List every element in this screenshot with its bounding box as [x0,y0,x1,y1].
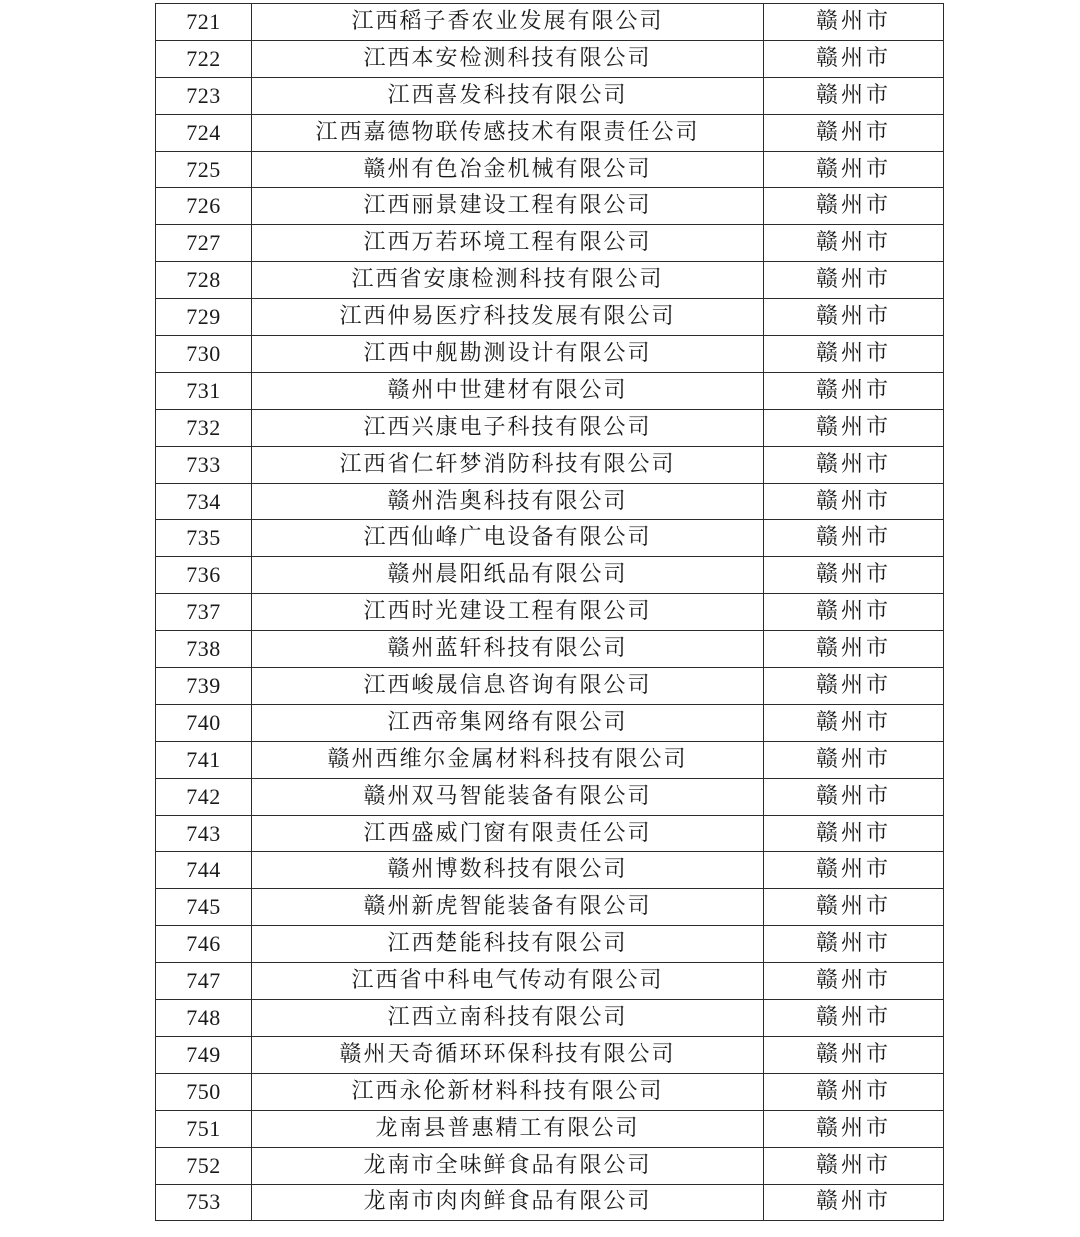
company-name-cell: 江西时光建设工程有限公司 [252,594,764,631]
city-cell: 赣州市 [764,40,944,77]
table-row [156,1036,944,1073]
row-number-cell: 749 [156,1036,252,1073]
row-number-cell: 721 [156,4,252,41]
city-cell: 赣州市 [764,1147,944,1184]
row-number-cell: 753 [156,1184,252,1221]
row-number-cell: 731 [156,372,252,409]
city-cell: 赣州市 [764,631,944,668]
table-row [156,668,944,705]
table-row [156,963,944,1000]
company-name-cell: 龙南市全味鲜食品有限公司 [252,1147,764,1184]
row-number-cell: 725 [156,151,252,188]
table-row [156,446,944,483]
table-row [156,77,944,114]
table-row [156,188,944,225]
row-number-cell: 729 [156,299,252,336]
table-row [156,557,944,594]
table-row [156,1000,944,1037]
table-row [156,4,944,41]
city-cell: 赣州市 [764,852,944,889]
row-number-cell: 746 [156,926,252,963]
row-number-cell: 743 [156,815,252,852]
company-name-cell: 江西楚能科技有限公司 [252,926,764,963]
table-row [156,778,944,815]
city-cell: 赣州市 [764,1184,944,1221]
company-name-cell: 赣州新虎智能装备有限公司 [252,889,764,926]
company-name-cell: 赣州有色冶金机械有限公司 [252,151,764,188]
table-row [156,741,944,778]
row-number-cell: 723 [156,77,252,114]
company-name-cell: 江西中舰勘测设计有限公司 [252,336,764,373]
company-name-cell: 江西兴康电子科技有限公司 [252,409,764,446]
table-row [156,520,944,557]
city-cell: 赣州市 [764,704,944,741]
company-table-body [156,4,944,1221]
row-number-cell: 751 [156,1110,252,1147]
city-cell: 赣州市 [764,557,944,594]
table-row [156,299,944,336]
city-cell: 赣州市 [764,409,944,446]
city-cell: 赣州市 [764,262,944,299]
table-row [156,1147,944,1184]
table-row [156,1073,944,1110]
document-page [155,3,943,1221]
table-row [156,483,944,520]
company-name-cell: 龙南县普惠精工有限公司 [252,1110,764,1147]
city-cell: 赣州市 [764,151,944,188]
row-number-cell: 726 [156,188,252,225]
city-cell: 赣州市 [764,446,944,483]
company-name-cell: 江西丽景建设工程有限公司 [252,188,764,225]
row-number-cell: 742 [156,778,252,815]
city-cell: 赣州市 [764,372,944,409]
company-name-cell: 江西万若环境工程有限公司 [252,225,764,262]
table-row [156,1110,944,1147]
city-cell: 赣州市 [764,926,944,963]
company-name-cell: 赣州中世建材有限公司 [252,372,764,409]
city-cell: 赣州市 [764,668,944,705]
company-name-cell: 赣州双马智能装备有限公司 [252,778,764,815]
row-number-cell: 734 [156,483,252,520]
row-number-cell: 745 [156,889,252,926]
company-name-cell: 赣州浩奥科技有限公司 [252,483,764,520]
city-cell: 赣州市 [764,778,944,815]
city-cell: 赣州市 [764,1110,944,1147]
row-number-cell: 747 [156,963,252,1000]
table-row [156,225,944,262]
table-row [156,262,944,299]
company-name-cell: 江西喜发科技有限公司 [252,77,764,114]
company-table [155,3,944,1221]
company-name-cell: 赣州西维尔金属材料科技有限公司 [252,741,764,778]
table-row [156,704,944,741]
table-row [156,114,944,151]
city-cell: 赣州市 [764,520,944,557]
row-number-cell: 737 [156,594,252,631]
city-cell: 赣州市 [764,188,944,225]
company-name-cell: 江西本安检测科技有限公司 [252,40,764,77]
company-name-cell: 江西峻晟信息咨询有限公司 [252,668,764,705]
company-name-cell: 江西稻子香农业发展有限公司 [252,4,764,41]
table-row [156,372,944,409]
company-name-cell: 赣州博数科技有限公司 [252,852,764,889]
company-name-cell: 江西仲易医疗科技发展有限公司 [252,299,764,336]
row-number-cell: 733 [156,446,252,483]
company-name-cell: 江西永伦新材料科技有限公司 [252,1073,764,1110]
row-number-cell: 744 [156,852,252,889]
row-number-cell: 728 [156,262,252,299]
city-cell: 赣州市 [764,741,944,778]
table-row [156,594,944,631]
row-number-cell: 730 [156,336,252,373]
table-row [156,40,944,77]
company-name-cell: 赣州天奇循环环保科技有限公司 [252,1036,764,1073]
row-number-cell: 724 [156,114,252,151]
company-name-cell: 赣州蓝轩科技有限公司 [252,631,764,668]
company-name-cell: 江西省安康检测科技有限公司 [252,262,764,299]
city-cell: 赣州市 [764,225,944,262]
company-name-cell: 江西仙峰广电设备有限公司 [252,520,764,557]
table-row [156,336,944,373]
city-cell: 赣州市 [764,1073,944,1110]
row-number-cell: 752 [156,1147,252,1184]
city-cell: 赣州市 [764,4,944,41]
city-cell: 赣州市 [764,963,944,1000]
city-cell: 赣州市 [764,815,944,852]
company-name-cell: 江西立南科技有限公司 [252,1000,764,1037]
city-cell: 赣州市 [764,114,944,151]
city-cell: 赣州市 [764,889,944,926]
company-name-cell: 江西帝集网络有限公司 [252,704,764,741]
company-name-cell: 江西省仁轩梦消防科技有限公司 [252,446,764,483]
company-name-cell: 江西省中科电气传动有限公司 [252,963,764,1000]
company-name-cell: 江西嘉德物联传感技术有限责任公司 [252,114,764,151]
row-number-cell: 740 [156,704,252,741]
city-cell: 赣州市 [764,1000,944,1037]
row-number-cell: 748 [156,1000,252,1037]
row-number-cell: 722 [156,40,252,77]
table-row [156,815,944,852]
company-name-cell: 赣州晨阳纸品有限公司 [252,557,764,594]
company-name-cell: 龙南市肉肉鲜食品有限公司 [252,1184,764,1221]
city-cell: 赣州市 [764,483,944,520]
table-row [156,151,944,188]
table-row [156,631,944,668]
table-row [156,889,944,926]
company-name-cell: 江西盛威门窗有限责任公司 [252,815,764,852]
row-number-cell: 741 [156,741,252,778]
row-number-cell: 750 [156,1073,252,1110]
row-number-cell: 735 [156,520,252,557]
city-cell: 赣州市 [764,299,944,336]
city-cell: 赣州市 [764,1036,944,1073]
row-number-cell: 738 [156,631,252,668]
row-number-cell: 732 [156,409,252,446]
row-number-cell: 739 [156,668,252,705]
row-number-cell: 727 [156,225,252,262]
table-row [156,926,944,963]
table-row [156,409,944,446]
table-row [156,852,944,889]
city-cell: 赣州市 [764,77,944,114]
row-number-cell: 736 [156,557,252,594]
city-cell: 赣州市 [764,336,944,373]
city-cell: 赣州市 [764,594,944,631]
table-row [156,1184,944,1221]
